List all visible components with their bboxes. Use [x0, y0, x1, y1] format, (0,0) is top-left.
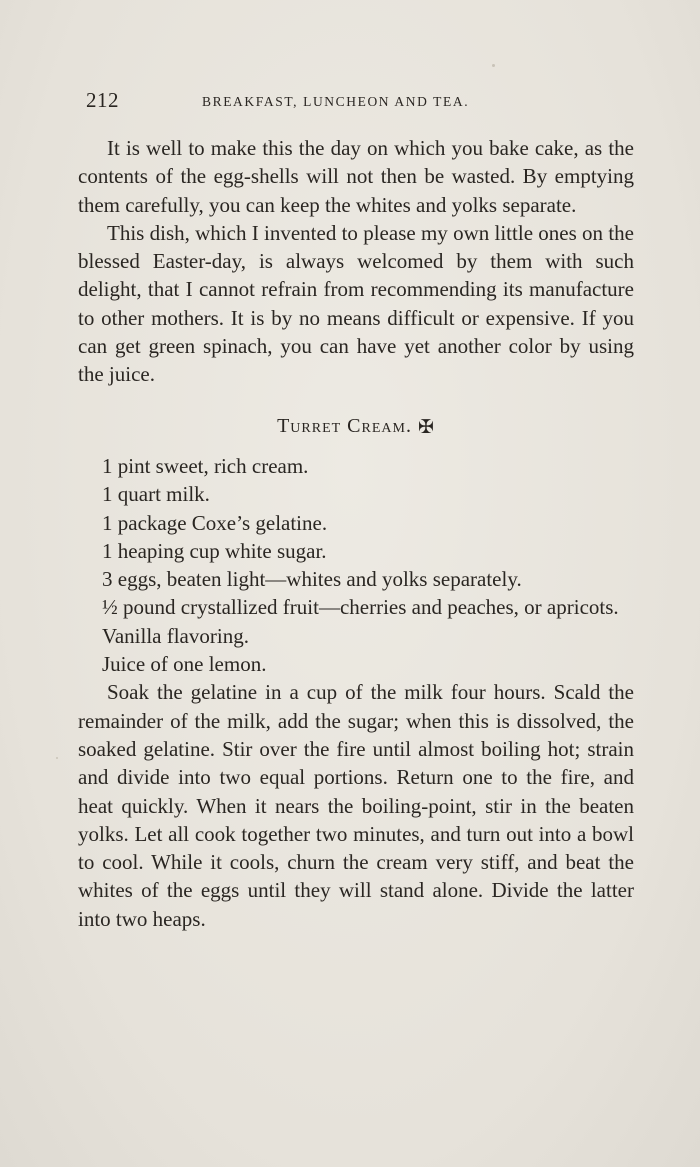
paper-speck [492, 64, 495, 67]
page-body [78, 134, 634, 933]
ingredient-item: 1 pint sweet, rich cream. [102, 453, 309, 478]
page-header [86, 88, 631, 118]
ingredient-item: 3 eggs, beaten light—whites and yolks separately. [102, 567, 522, 592]
cross-ornament-icon: ✠ [417, 416, 435, 438]
ingredient-item: ½ pound crystallized fruit—cherries and peaches, or apricots. [102, 595, 619, 620]
ingredient-item: 1 heaping cup white sugar. [102, 538, 327, 563]
running-head: BREAKFAST, LUNCHEON AND TEA. [202, 94, 470, 109]
ingredient-item: Vanilla flavoring. [102, 623, 249, 648]
paper-speck [56, 757, 58, 759]
paragraph: It is well to make this the day on which you bake cake, as the contents of the egg-shells will not then be wasted. By emptying them carefully, you can keep the whites and yolks separate. [78, 136, 634, 217]
recipe-title [78, 412, 634, 442]
ingredient-item: 1 quart milk. [102, 482, 210, 507]
ingredient-list [78, 452, 634, 678]
recipe-title-text: Turret Cream. [277, 414, 412, 437]
page-number: 212 [86, 88, 119, 112]
ingredient-item: Juice of one lemon. [102, 652, 267, 677]
recipe-directions: Soak the gelatine in a cup of the milk four hours. Scald the remainder of the milk, add the sugar; when this is dissolved, the soaked gelatine. Stir over the fire until almost boiling hot; strain and divide into two equal portions. Return one to the fire, and heat quickly. When it nears the boiling-point, stir in the beaten yolks. Let all cook together two minutes, and turn out into a bowl to cool. While it cools, churn the cream very stiff, and beat the whites of the eggs until they will stand alone. Divide the latter into two heaps. [78, 680, 634, 931]
ingredient-item: 1 package Coxe’s gelatine. [102, 510, 328, 535]
paragraph: This dish, which I invented to please my own little ones on the blessed Easter-day, is always welcomed by them with such delight, that I cannot refrain from recommending its manufacture to other mothers. It is by no means difficult or expensive. If you can get green spinach, you can have yet another color by using the juice. [78, 220, 634, 387]
